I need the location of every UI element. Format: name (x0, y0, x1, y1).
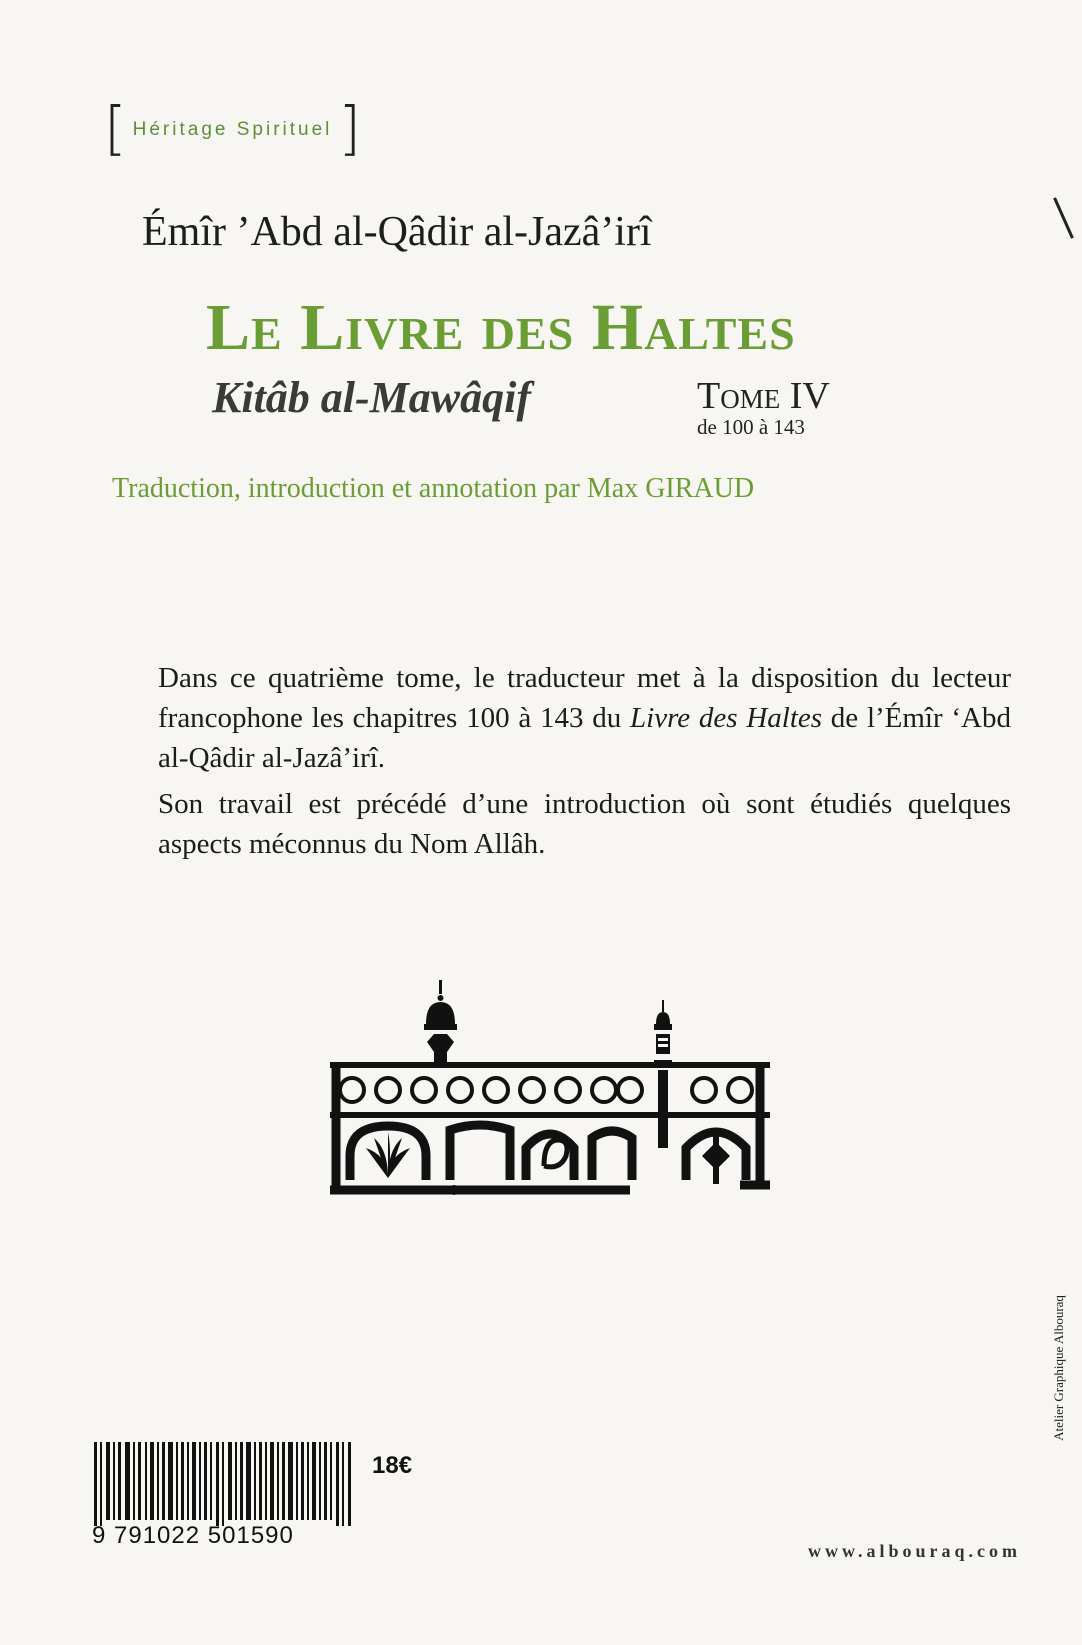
edge-mark (1053, 197, 1074, 238)
barcode-icon (92, 1442, 354, 1526)
back-cover-blurb (158, 658, 1011, 870)
design-credit: Atelier Graphique Albouraq (1051, 1295, 1066, 1441)
publisher-website: www.albouraq.com (808, 1541, 1022, 1561)
translator-line: Traduction, introduction et annotation par Max GIRAUD (112, 473, 755, 504)
barcode-block (92, 1442, 356, 1550)
price-label: 18€ (372, 1452, 413, 1479)
isbn-number: 9 791022 501590 (92, 1522, 294, 1549)
blurb-paragraph-2: Son travail est précédé d’une introduction où sont étudiés quelques aspects méconnus du Nom Allâh. (158, 788, 1011, 860)
blurb-book-title: Livre des Haltes (630, 702, 823, 734)
blurb-text: Dans ce quatrième tome, le traducteur met à la disposition du lecteur francophone les chapitres 100 à 143 du (158, 662, 1011, 734)
calligraphy-logo-icon (330, 980, 770, 1200)
blurb-paragraph-1 (158, 658, 1011, 778)
left-bracket: [ (104, 94, 127, 162)
author-name: Émîr ’Abd al-Qâdir al-Jazâ’irî (142, 209, 652, 255)
book-subtitle: Kitâb al-Mawâqif (212, 373, 532, 422)
collection-label: Héritage Spirituel (132, 119, 333, 140)
calligraphy-logo (330, 980, 770, 1205)
collection-badge (104, 96, 361, 160)
right-bracket: ] (338, 94, 362, 162)
volume-range: de 100 à 143 (697, 415, 805, 439)
blurb-text: de l’Émîr ‘Abd al-Qâdir al-Jazâ’irî. (158, 702, 1012, 774)
book-title: Le Livre des Haltes (206, 291, 796, 364)
volume-label: Tome IV (697, 375, 830, 417)
